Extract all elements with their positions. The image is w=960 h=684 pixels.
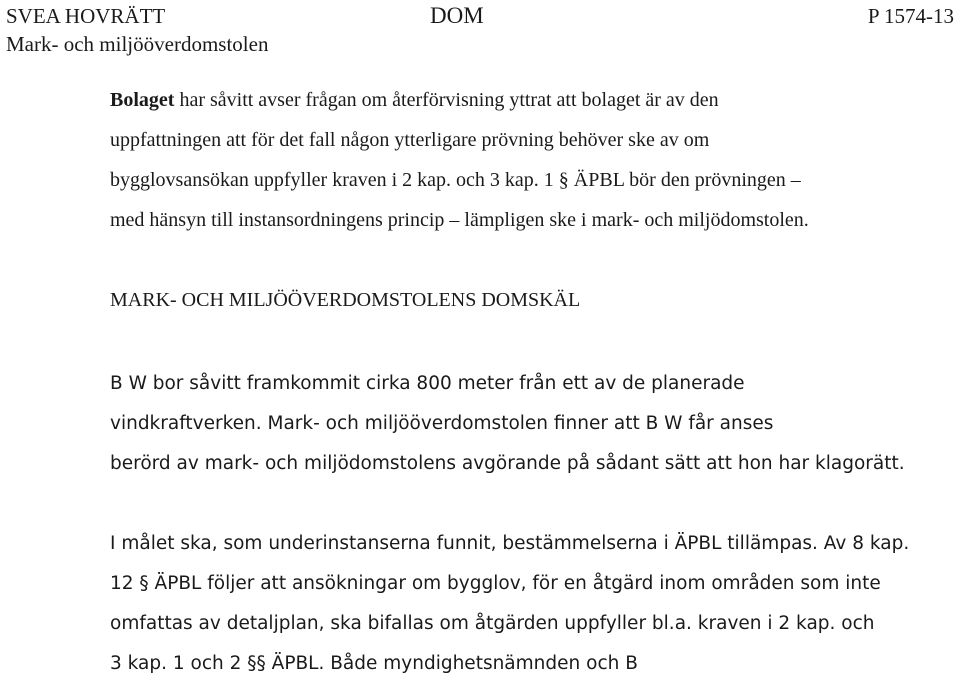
bold-lead-word: Bolaget <box>110 89 175 111</box>
paragraph-line: 12 § ÄPBL följer att ansökningar om bygglov, för en åtgärd inom områden som inte <box>110 573 881 594</box>
paragraph-line: I målet ska, som underinstanserna funnit, bestämmelserna i ÄPBL tillämpas. Av 8 kap. <box>110 533 910 554</box>
line-text: har såvitt avser frågan om återförvisning yttrat att bolaget är av den <box>174 89 719 111</box>
paragraph-line: uppfattningen att för det fall någon ytterligare prövning behöver ske av om <box>110 129 710 151</box>
section-heading: MARK- OCH MILJÖÖVERDOMSTOLENS DOMSKÄL <box>110 289 581 311</box>
paragraph-line: 3 kap. 1 och 2 §§ ÄPBL. Både myndighetsnämnden och B <box>110 653 638 674</box>
document-type: DOM <box>430 3 484 28</box>
paragraph-line: med hänsyn till instansordningens princip – lämpligen ske i mark- och miljödomstolen. <box>110 209 809 231</box>
court-name: SVEA HOVRÄTT <box>6 4 166 28</box>
paragraph-line <box>110 80 940 120</box>
paragraph-applicable-law <box>110 524 940 684</box>
paragraph-line: bygglovsansökan uppfyller kraven i 2 kap. och 3 kap. 1 § ÄPBL bör den prövningen – <box>110 169 801 191</box>
paragraph-company-position <box>110 80 940 240</box>
paragraph-standing <box>110 364 940 484</box>
division-name: Mark- och miljööverdomstolen <box>6 32 269 56</box>
paragraph-line: omfattas av detaljplan, ska bifallas om åtgärden uppfyller bl.a. kraven i 2 kap. och <box>110 613 875 634</box>
header-left <box>6 2 268 58</box>
paragraph-line: vindkraftverken. Mark- och miljööverdomstolen finner att B W får anses <box>110 413 774 434</box>
case-number: P 1574-13 <box>867 4 954 28</box>
paragraph-line: B W bor såvitt framkommit cirka 800 meter från ett av de planerade <box>110 373 745 394</box>
paragraph-line: berörd av mark- och miljödomstolens avgörande på sådant sätt att hon har klagorätt. <box>110 453 905 474</box>
